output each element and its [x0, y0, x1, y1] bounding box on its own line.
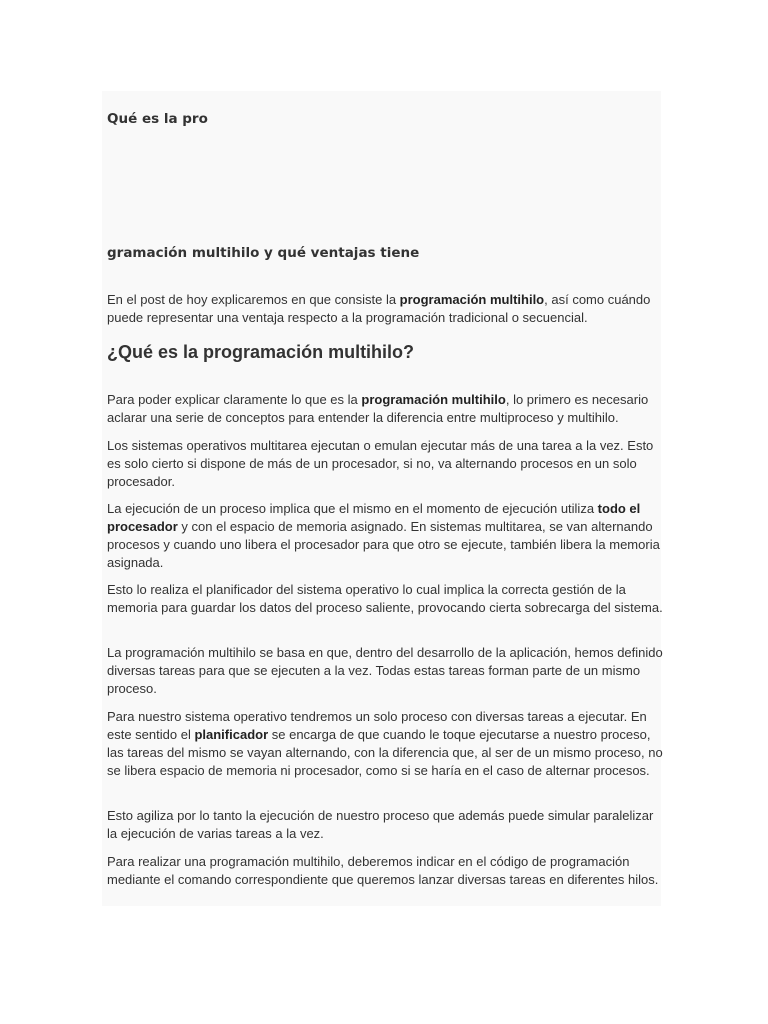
intro-text: En el post de hoy explicaremos en que consiste la — [107, 292, 400, 307]
paragraph-bold: planificador — [194, 727, 269, 742]
intro-paragraph — [107, 291, 663, 327]
paragraph-text: y con el espacio de memoria asignado. En sistemas multitarea, se van alternando procesos y cuando uno libera el procesador para que otro se ejecute, también libera la memoria asignada. — [107, 519, 660, 570]
article-title-part-2: gramación multihilo y qué ventajas tiene — [107, 245, 420, 261]
paragraph-text: Los sistemas operativos multitarea ejecutan o emulan ejecutar más de una tarea a la vez. Esto es solo cierto si dispone de más de un procesador, si no, va alternando procesos en un solo procesador. — [107, 438, 654, 489]
paragraph-text: La ejecución de un proceso implica que el mismo en el momento de ejecución utiliza — [107, 501, 598, 516]
paragraph-text: Esto lo realiza el planificador del sistema operativo lo cual implica la correcta gestión de la memoria para guardar los datos del proceso saliente, provocando cierta sobrecarga del sistema. — [107, 582, 663, 615]
intro-text: , así como cuándo puede representar una ventaja respecto a la programación tradicional o secuencial. — [107, 292, 651, 325]
content-background — [102, 91, 661, 906]
paragraph-text: Esto agiliza por lo tanto la ejecución de nuestro proceso que además puede simular paralelizar la ejecución de varias tareas a la vez. — [107, 808, 654, 841]
paragraph-7 — [107, 807, 663, 843]
paragraph-text: Para poder explicar claramente lo que es la — [107, 392, 362, 407]
paragraph-text: , lo primero es necesario aclarar una serie de conceptos para entender la diferencia entre multiproceso y multihilo. — [107, 392, 649, 425]
paragraph-bold: programación multihilo — [361, 392, 506, 407]
paragraph-4 — [107, 581, 663, 617]
paragraph-text: Para nuestro sistema operativo tendremos un solo proceso con diversas tareas a ejecutar. En este sentido el — [107, 709, 647, 742]
paragraph-bold: todo el procesador — [107, 501, 641, 534]
paragraph-8 — [107, 853, 663, 889]
paragraph-text: se encarga de que cuando le toque ejecutarse a nuestro proceso, las tareas del mismo se vayan alternando, con la diferencia que, al ser de un mismo proceso, no se libera espacio de memoria ni procesador, como si se haría en el caso de alternar procesos. — [107, 727, 663, 778]
section-heading: ¿Qué es la programación multihilo? — [107, 342, 415, 362]
paragraph-2 — [107, 437, 663, 491]
paragraph-text: Para realizar una programación multihilo, deberemos indicar en el código de programación mediante el comando correspondiente que queremos lanzar diversas tareas en diferentes hilos. — [107, 854, 659, 887]
section-heading-wrapper — [107, 341, 663, 363]
intro-bold: programación multihilo — [399, 292, 545, 307]
paragraph-6 — [107, 708, 663, 780]
paragraph-5 — [107, 644, 663, 698]
article-title-part-1: Qué es la pro — [107, 111, 208, 127]
paragraph-3 — [107, 500, 663, 572]
paragraph-1 — [107, 391, 663, 427]
paragraph-text: La programación multihilo se basa en que, dentro del desarrollo de la aplicación, hemos definido diversas tareas para que se ejecuten a la vez. Todas estas tareas forman parte de un mismo proceso. — [107, 645, 663, 696]
